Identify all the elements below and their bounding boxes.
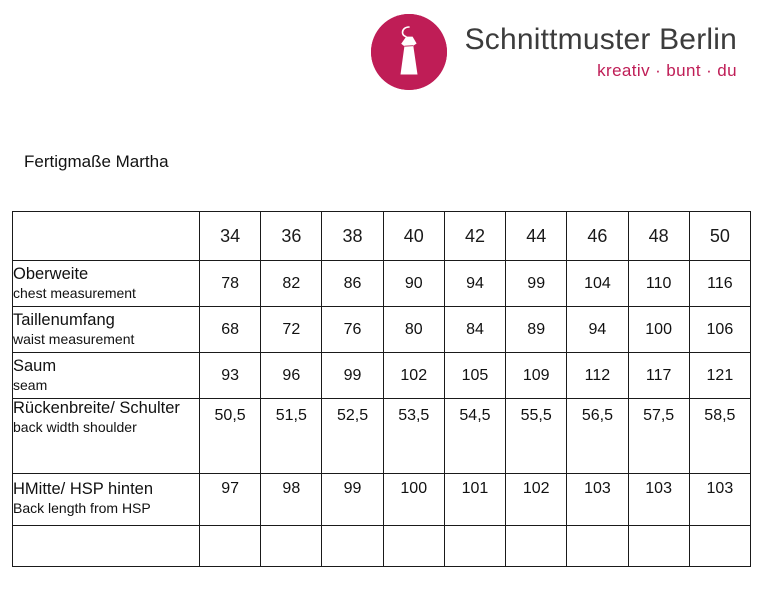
cell-value — [506, 526, 567, 567]
size-header-48: 48 — [628, 212, 689, 261]
table-row — [13, 261, 751, 307]
page-title: Fertigmaße Martha — [24, 152, 169, 171]
table-row — [13, 399, 751, 474]
cell-value: 56,5 — [567, 399, 628, 474]
cell-value: 93 — [200, 353, 261, 399]
row-label-de: HMitte/ HSP hinten — [13, 480, 154, 498]
cell-value: 86 — [322, 261, 383, 307]
table-row — [13, 307, 751, 353]
cell-value: 103 — [567, 474, 628, 526]
size-header-34: 34 — [200, 212, 261, 261]
cell-value: 112 — [567, 353, 628, 399]
brand-header — [371, 14, 737, 90]
row-label-en: Back length from HSP — [13, 500, 151, 517]
row-label-de: Rückenbreite/ Schulter — [13, 399, 180, 417]
row-label-oberweite — [13, 261, 200, 307]
cell-value: 103 — [628, 474, 689, 526]
row-label-en: back width shoulder — [13, 419, 137, 436]
cell-value: 80 — [383, 307, 444, 353]
cell-value: 52,5 — [322, 399, 383, 474]
dress-on-hanger-icon — [371, 14, 447, 90]
size-header-44: 44 — [506, 212, 567, 261]
cell-value — [200, 526, 261, 567]
size-header-50: 50 — [689, 212, 750, 261]
table-row — [13, 353, 751, 399]
cell-value: 121 — [689, 353, 750, 399]
cell-value — [689, 526, 750, 567]
cell-value: 116 — [689, 261, 750, 307]
size-header-38: 38 — [322, 212, 383, 261]
cell-value: 89 — [506, 307, 567, 353]
cell-value: 104 — [567, 261, 628, 307]
cell-value: 53,5 — [383, 399, 444, 474]
row-label-empty — [13, 526, 200, 567]
cell-value: 103 — [689, 474, 750, 526]
cell-value: 97 — [200, 474, 261, 526]
cell-value — [261, 526, 322, 567]
cell-value: 105 — [444, 353, 505, 399]
row-label-en: chest measurement — [13, 285, 136, 302]
row-label-de: Oberweite — [13, 265, 89, 283]
cell-value: 96 — [261, 353, 322, 399]
cell-value: 50,5 — [200, 399, 261, 474]
cell-value: 117 — [628, 353, 689, 399]
cell-value: 99 — [506, 261, 567, 307]
cell-value — [322, 526, 383, 567]
cell-value: 106 — [689, 307, 750, 353]
cell-value: 76 — [322, 307, 383, 353]
cell-value: 101 — [444, 474, 505, 526]
row-label-rueckenbreite — [13, 399, 200, 474]
brand-name: Schnittmuster Berlin — [464, 22, 737, 56]
measurements-table-wrapper — [12, 211, 751, 567]
brand-tagline: kreativ · bunt · du — [597, 61, 737, 81]
cell-value: 82 — [261, 261, 322, 307]
cell-value: 51,5 — [261, 399, 322, 474]
cell-value: 100 — [628, 307, 689, 353]
size-header-42: 42 — [444, 212, 505, 261]
cell-value — [567, 526, 628, 567]
cell-value: 78 — [200, 261, 261, 307]
cell-value: 99 — [322, 353, 383, 399]
cell-value: 54,5 — [444, 399, 505, 474]
row-label-saum — [13, 353, 200, 399]
row-label-hmitte — [13, 474, 200, 526]
cell-value: 84 — [444, 307, 505, 353]
cell-value — [383, 526, 444, 567]
cell-value: 72 — [261, 307, 322, 353]
cell-value: 110 — [628, 261, 689, 307]
measurements-table — [12, 211, 751, 567]
table-corner-cell — [13, 212, 200, 261]
size-header-36: 36 — [261, 212, 322, 261]
cell-value: 99 — [322, 474, 383, 526]
row-label-en: seam — [13, 377, 48, 394]
cell-value: 100 — [383, 474, 444, 526]
size-header-40: 40 — [383, 212, 444, 261]
cell-value: 94 — [444, 261, 505, 307]
cell-value: 68 — [200, 307, 261, 353]
cell-value: 55,5 — [506, 399, 567, 474]
cell-value: 94 — [567, 307, 628, 353]
cell-value: 90 — [383, 261, 444, 307]
cell-value: 57,5 — [628, 399, 689, 474]
table-row — [13, 526, 751, 567]
size-header-46: 46 — [567, 212, 628, 261]
brand-text — [465, 23, 737, 82]
cell-value: 102 — [383, 353, 444, 399]
row-label-en: waist measurement — [13, 331, 135, 348]
table-header-row — [13, 212, 751, 261]
cell-value: 98 — [261, 474, 322, 526]
cell-value: 102 — [506, 474, 567, 526]
cell-value: 58,5 — [689, 399, 750, 474]
cell-value: 109 — [506, 353, 567, 399]
row-label-de: Taillenumfang — [13, 311, 115, 329]
table-row — [13, 474, 751, 526]
cell-value — [628, 526, 689, 567]
row-label-taillenumfang — [13, 307, 200, 353]
row-label-de: Saum — [13, 357, 57, 375]
cell-value — [444, 526, 505, 567]
